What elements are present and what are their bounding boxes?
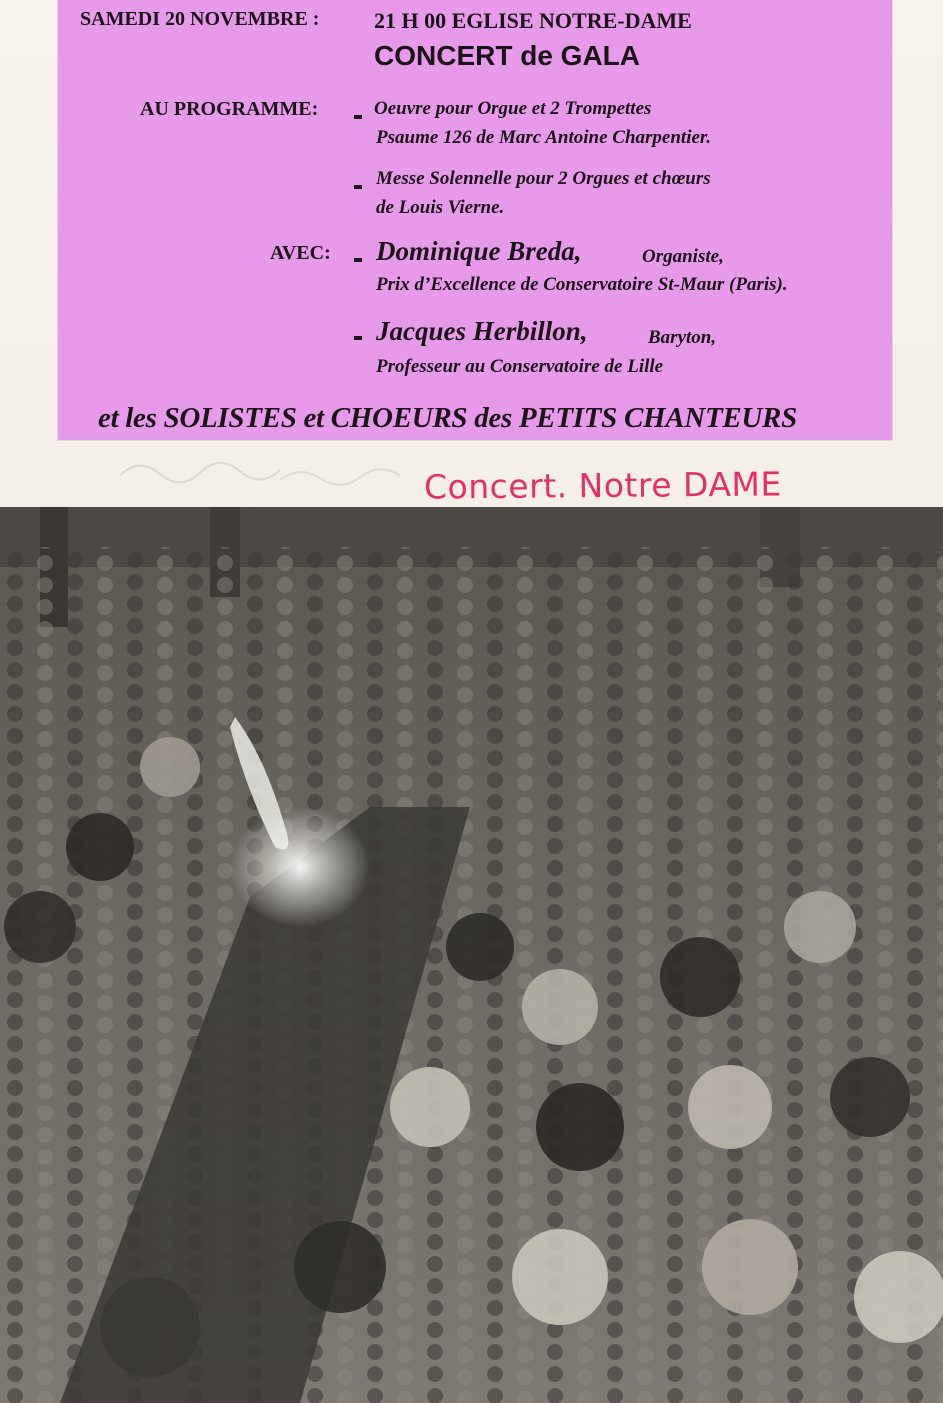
bullet-dash	[354, 258, 362, 262]
avec-label: AVEC:	[270, 242, 331, 264]
handwritten-note: Concert. Notre DAME	[423, 464, 782, 507]
concert-title: CONCERT de GALA	[374, 40, 640, 71]
performer-2-name: Jacques Herbillon,	[376, 316, 588, 346]
concert-notice-clipping	[58, 0, 892, 440]
performer-1-detail: Prix d’Excellence de Conservatoire St-Maur (Paris).	[376, 274, 788, 295]
bullet-dash	[354, 115, 362, 119]
programme-label: AU PROGRAMME:	[140, 98, 319, 120]
performer-1-role: Organiste,	[642, 246, 724, 267]
performer-1-name: Dominique Breda,	[376, 236, 582, 266]
programme-item-1-line2: Psaume 126 de Marc Antoine Charpentier.	[376, 127, 711, 148]
bleed-through-marks	[109, 434, 441, 505]
date-label: SAMEDI 20 NOVEMBRE :	[80, 8, 320, 30]
faint-writing-strokes	[109, 434, 441, 505]
time-venue: 21 H 00 EGLISE NOTRE-DAME	[374, 8, 692, 33]
performer-2-detail: Professeur au Conservatoire de Lille	[376, 356, 664, 377]
bullet-dash	[354, 336, 362, 340]
performer-2-role: Baryton,	[648, 327, 717, 348]
closing-line: et les SOLISTES et CHOEURS des PETITS CHANTEURS	[98, 402, 797, 434]
bullet-dash	[354, 185, 362, 189]
audience-photo	[0, 507, 943, 1403]
programme-item-2-line2: de Louis Vierne.	[376, 197, 505, 218]
programme-item-2-line1: Messe Solennelle pour 2 Orgues et chœurs	[376, 168, 711, 189]
audience-photo-illustration	[0, 507, 943, 1403]
programme-item-1-line1: Oeuvre pour Orgue et 2 Trompettes	[374, 98, 652, 119]
